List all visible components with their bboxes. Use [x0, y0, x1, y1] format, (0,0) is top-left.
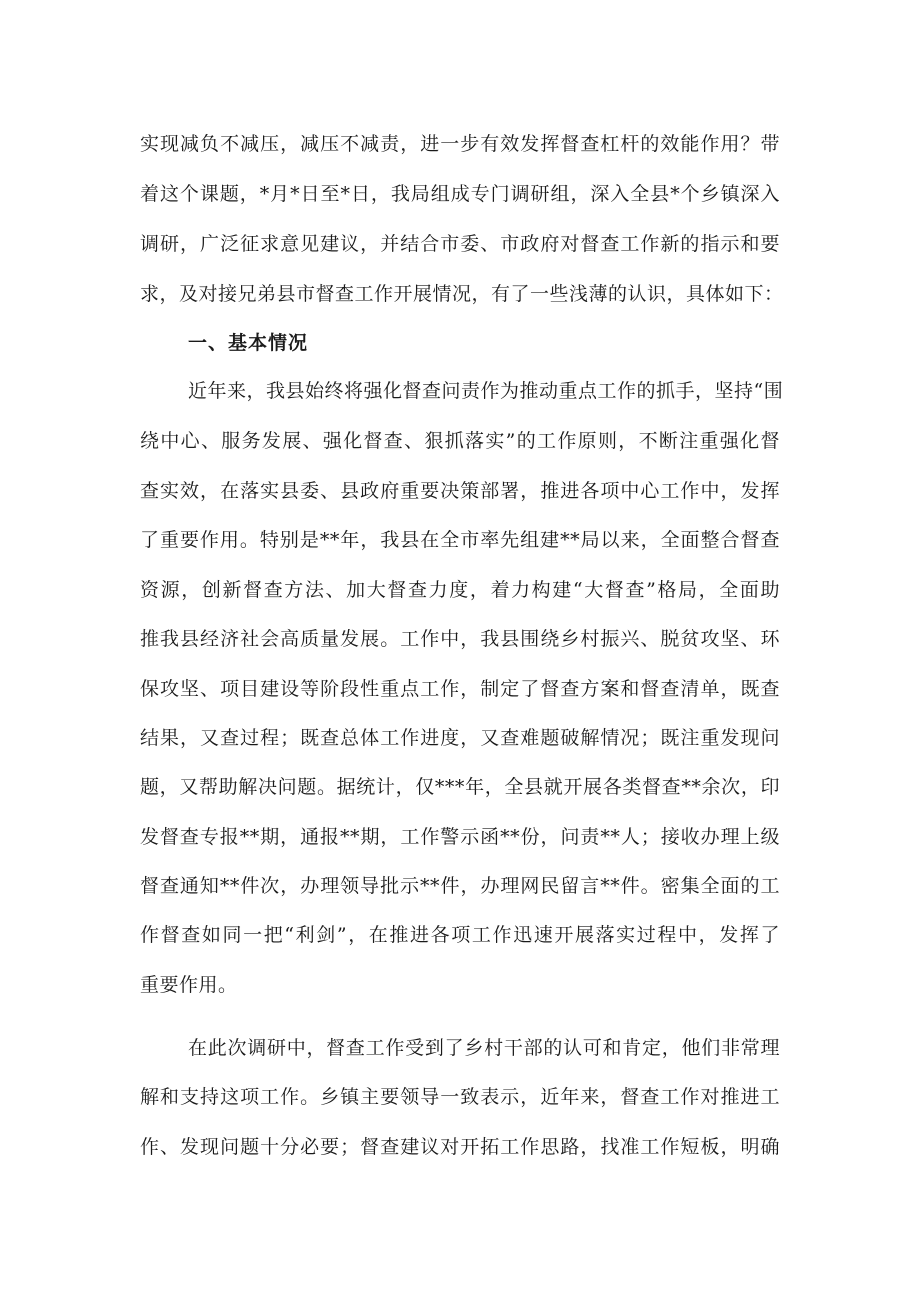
survey-line: 作、发现问题十分必要；督查建议对开拓工作思路，找准工作短板，明确 — [140, 1136, 780, 1158]
basic-line: 结果，又查过程；既查总体工作进度，又查难题破解情况；既注重发现问 — [140, 727, 780, 749]
basic-line: 保攻坚、项目建设等阶段性重点工作，制定了督查方案和督查清单，既查 — [140, 678, 780, 700]
basic-line: 督查通知**件次，办理领导批示**件，办理网民留言**件。密集全面的工 — [140, 875, 780, 897]
basic-line: 绕中心、服务发展、强化督查、狠抓落实”的工作原则，不断注重强化督 — [140, 430, 780, 452]
basic-line: 了重要作用。特别是**年，我县在全市率先组建**局以来，全面整合督查 — [140, 529, 780, 551]
section-heading: 一、基本情况 — [188, 332, 309, 354]
intro-line: 着这个课题，*月*日至*日，我局组成专门调研组，深入全县*个乡镇深入 — [140, 183, 780, 205]
basic-line: 题，又帮助解决问题。据统计，仅***年，全县就开展各类督查**余次，印 — [140, 776, 780, 798]
intro-line: 调研，广泛征求意见建议，并结合市委、市政府对督查工作新的指示和要 — [140, 233, 780, 255]
basic-line: 推我县经济社会高质量发展。工作中，我县围绕乡村振兴、脱贫攻坚、环 — [140, 628, 780, 650]
basic-line: 作督查如同一把“利剑”，在推进各项工作迅速开展落实过程中，发挥了 — [140, 924, 780, 946]
basic-line: 资源，创新督查方法、加大督查力度，着力构建“大督查”格局，全面助 — [140, 579, 780, 601]
intro-line: 实现减负不减压，减压不减责，进一步有效发挥督查杠杆的效能作用？带 — [140, 133, 780, 155]
basic-line: 近年来，我县始终将强化督查问责作为推动重点工作的抓手，坚持“围 — [188, 380, 784, 402]
survey-line: 在此次调研中，督查工作受到了乡村干部的认可和肯定，他们非常理 — [188, 1037, 780, 1059]
survey-line: 解和支持这项工作。乡镇主要领导一致表示，近年来，督查工作对推进工 — [140, 1086, 780, 1108]
basic-line: 发督查专报**期，通报**期，工作警示函**份，问责**人；接收办理上级 — [140, 826, 780, 848]
intro-line: 求，及对接兄弟县市督查工作开展情况，有了一些浅薄的认识，具体如下： — [140, 283, 784, 305]
basic-line: 查实效，在落实县委、县政府重要决策部署，推进各项中心工作中，发挥 — [140, 480, 780, 502]
basic-line: 重要作用。 — [140, 974, 238, 996]
